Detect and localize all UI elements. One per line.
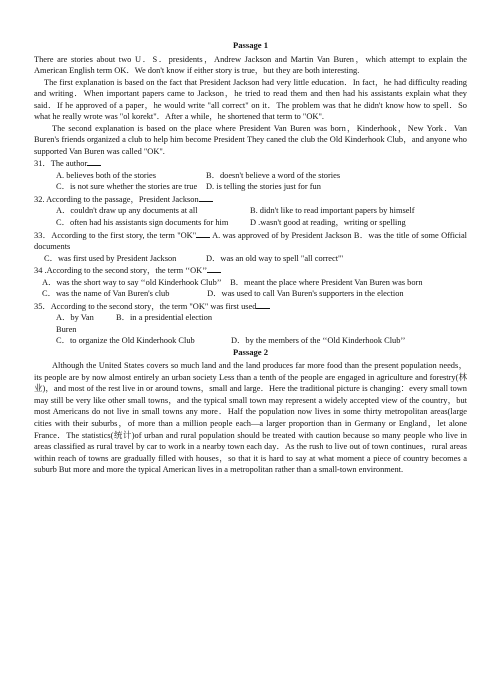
question-34-stem: 34 .According to the second story，the term ‘‘OK’’ [34, 264, 467, 277]
question-32-option-b: B. didn't like to read important papers by himself [250, 206, 415, 216]
question-33-option-d: D．was an old way to spell "all correct"' [206, 253, 343, 263]
question-34-option-b: B．meant the place where President Van Buren was born [230, 277, 423, 287]
passage1-paragraph-1: There are stories about two U．S．presidents，Andrew Jackson and Martin Van Buren，which attempt to explain the American English term OK．We don't know if either story is true，but they are both interesting. [34, 54, 467, 76]
question-33-options-row-2 [34, 253, 467, 265]
question-32-option-d: D .wasn't good at reading，writing or spelling [250, 217, 406, 227]
question-32-options-row-2 [34, 217, 467, 229]
question-35-options-row-1 [34, 312, 467, 335]
question-35-option-c: C．to organize the Old Kinderhook Club [56, 336, 195, 346]
question-33-option-c: C．was first used by President Jackson [44, 253, 177, 263]
question-31-option-c: C．is not sure whether the stories are true [56, 182, 198, 192]
question-35-stem: 35．According to the second story，the term "OK" was first used [34, 300, 467, 313]
answer-blank [199, 193, 213, 202]
question-34-options-1 [34, 277, 467, 289]
question-33-option-a: A. was approved of by President Jackson [212, 230, 352, 240]
question-34-options-2 [34, 288, 467, 300]
answer-blank [256, 300, 270, 309]
passage2-title: Passage 2 [232, 346, 269, 357]
question-32-option-c: C．often had his assistants sign documents for him [56, 217, 229, 227]
question-32-option-a: A．couldn't draw up any documents at all [56, 206, 198, 216]
question-35-option-b: B．in a presidential election [116, 313, 213, 323]
question-35-option-a: A．by Van Buren [56, 313, 94, 334]
answer-blank [207, 264, 221, 273]
question-31-option-b: B．doesn't believe a word of the stories [206, 170, 341, 180]
passage1-paragraph-2: The first explanation is based on the fact that President Jackson had very little education．In fact，he had difficulty reading and writing．When important papers came to Jackson，he tried to read them and then had his assistants explain what they said．If he approved of a paper，he would write "all correct" on it．The problem was that he didn't know how to spell．So what he really wrote was "ol korekt"．After a while，he shortened that term to "OK". [34, 77, 467, 122]
passage2-paragraph-1: Although the United States covers so much land and the land produces far more food than the present population needs，its people are by now almost entirely an urban society Less than a tenth of the people are engaged in agriculture and forestry(林业)，and most of the rest live in or around towns，small and large．Here the traditional picture is changing：every small town may still be very like other small towns，and the typical small town may represent a widely accepted view of the country，but most Americans do not live in small towns any more．Half the population now lives in some thirty metropolitan areas(large cities with their suburbs，of more than a million people each—a larger proportion than in Germany or England，let alone France．The statistics(统计)of urban and rural population should be treated with caution because so many people who live in areas classified as rural travel by car to work in a nearby town each day．As the rush to live out of town continues，rural areas within reach of towns are gradually filled with houses，so that it is hard to say at what moment a piece of country becomes a suburb But more and more the typical American lives in a metropolitan rather than a small-town environment. [34, 361, 467, 475]
question-33-option-b: B．was the title of some Official documents [34, 230, 467, 252]
question-32-stem: 32. According to the passage，President Jackson [34, 193, 467, 206]
question-32-options-row-1 [34, 205, 467, 217]
passage1-title: Passage 1 [232, 40, 269, 50]
answer-blank [196, 229, 210, 238]
answer-blank [87, 157, 101, 166]
question-35-option-d: D．by the members of the ‘‘Old Kinderhook Club’’ [231, 336, 406, 346]
question-34-option-c: C．was the name of Van Buren's club [42, 289, 170, 299]
question-33-stem: 33．According to the first story, the term "OK" A. was approved of by President Jackson B．was the title of some Official documents [34, 230, 467, 252]
question-31-option-d: D. is telling the stories just for fun [206, 182, 321, 192]
question-31-options-row-2 [34, 181, 467, 193]
question-34-option-a: A．was the short way to say ‘‘old Kinderhook Club’’ [42, 277, 222, 287]
question-31-stem: 31．The author [34, 157, 467, 170]
question-35-options-row-2 [34, 335, 467, 347]
question-31-options-row-1 [34, 170, 467, 182]
question-31-option-a: A. believes both of the stories [56, 170, 157, 180]
question-34-option-d: D．was used to call Van Buren's supporters in the election [207, 289, 404, 299]
passage1-paragraph-3: The second explanation is based on the place where President Van Buren was born，Kinderhook，New York．Van Buren's friends organized a club to help him become President They caned the club the Old Kinderhook Club，and anyone who supported Van Buren was called "OK". [34, 123, 467, 156]
